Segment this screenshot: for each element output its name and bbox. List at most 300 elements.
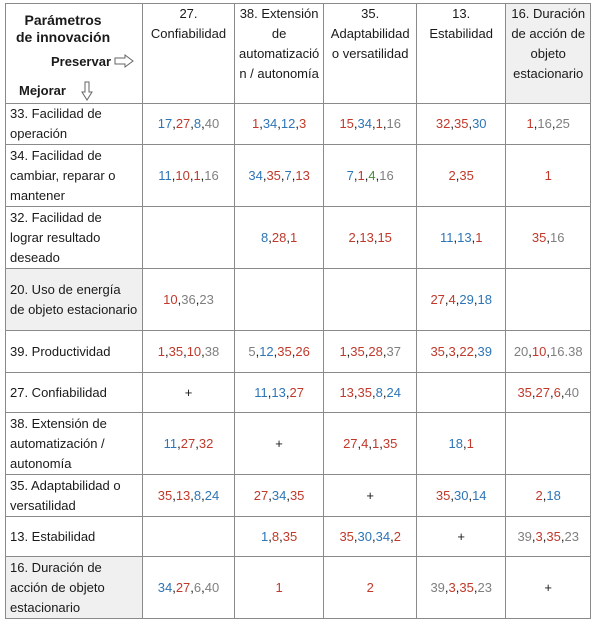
matrix-cell xyxy=(506,104,591,145)
table-row xyxy=(6,373,591,413)
principle-number: 13 xyxy=(175,487,191,503)
separator: , xyxy=(195,435,199,451)
separator: , xyxy=(279,528,283,544)
matrix-cell xyxy=(235,413,324,475)
principle-number: 34 xyxy=(271,487,287,503)
separator: , xyxy=(183,343,187,359)
separator: , xyxy=(473,579,478,595)
separator: , xyxy=(444,579,449,595)
principle-number: 27 xyxy=(289,384,304,400)
principle-number: 1 xyxy=(193,167,201,183)
principle-number: 35 xyxy=(430,343,445,359)
principle-number: 35 xyxy=(453,116,469,131)
separator: , xyxy=(172,487,176,503)
table-row xyxy=(6,413,591,475)
row-header xyxy=(6,269,143,331)
principle-number: 3 xyxy=(448,579,456,595)
principle-number: 13 xyxy=(295,167,310,183)
matrix-title xyxy=(16,12,110,46)
principle-number: 35 xyxy=(531,229,547,245)
matrix-cell xyxy=(235,269,324,331)
separator: , xyxy=(468,487,473,503)
principle-number: 10 xyxy=(186,343,202,359)
separator: , xyxy=(373,229,378,245)
separator: , xyxy=(372,384,376,400)
principle-number: 12 xyxy=(280,116,296,131)
principle-number: 2 xyxy=(393,528,401,544)
principle-number: 35 xyxy=(435,487,451,503)
separator: , xyxy=(546,229,551,245)
matrix-cell xyxy=(417,269,506,331)
row-header-label: 32. Facilidad de lograr resultado deseado xyxy=(10,209,102,265)
matrix-cell xyxy=(143,269,235,331)
principle-number: 35 xyxy=(277,343,292,359)
row-header xyxy=(6,104,143,145)
separator: , xyxy=(195,291,200,307)
row-header-label: 35. Adaptabilidad o versatilidad xyxy=(10,477,121,513)
matrix-cell xyxy=(324,207,417,269)
matrix-cell xyxy=(143,475,235,517)
principle-number: 27 xyxy=(180,435,196,451)
plus-sign: + xyxy=(184,384,193,400)
table-row xyxy=(6,145,591,207)
plus-sign: + xyxy=(544,579,552,595)
matrix-cell xyxy=(235,104,324,145)
principle-number: 32 xyxy=(198,435,214,451)
principle-number: 1 xyxy=(375,116,383,131)
principle-number: 27 xyxy=(430,291,445,307)
separator: , xyxy=(473,291,478,307)
separator: , xyxy=(560,528,565,544)
principle-number: 2 xyxy=(348,229,356,245)
separator: , xyxy=(550,384,554,400)
principle-number: 3 xyxy=(535,528,543,544)
matrix-cell xyxy=(506,475,591,517)
principle-number: 1 xyxy=(157,343,165,359)
principle-number: 8 xyxy=(271,528,280,544)
principle-number: 6 xyxy=(553,384,561,400)
principle-number: 37 xyxy=(386,343,401,359)
table-row xyxy=(6,269,591,331)
principle-number: 6 xyxy=(193,579,202,595)
separator: , xyxy=(190,487,194,503)
row-header-label: 39. Productividad xyxy=(10,343,111,359)
principle-number: 18 xyxy=(448,435,463,451)
principle-number: 23 xyxy=(477,579,492,595)
separator: , xyxy=(542,528,547,544)
matrix-cell xyxy=(417,104,506,145)
separator: , xyxy=(268,229,272,245)
header-row xyxy=(6,4,591,104)
separator: , xyxy=(364,167,369,183)
row-header-label: 38. Extensión de automatización / autonomía xyxy=(10,415,107,471)
principle-number: 1 xyxy=(526,116,534,131)
principle-number: 34 xyxy=(248,167,263,183)
principle-number: 8 xyxy=(193,487,202,503)
separator: , xyxy=(471,229,476,245)
separator: , xyxy=(353,167,358,183)
principle-number: 40 xyxy=(204,579,220,595)
principle-number: 2 xyxy=(535,487,543,503)
separator: , xyxy=(468,116,473,131)
row-header xyxy=(6,475,143,517)
separator: , xyxy=(455,579,460,595)
table-row xyxy=(6,557,591,619)
principle-number: 35 xyxy=(289,487,305,503)
principle-number: 35 xyxy=(350,343,365,359)
separator: , xyxy=(255,343,260,359)
principle-number: 2 xyxy=(448,167,456,183)
principle-number: 20 xyxy=(513,343,529,359)
row-header xyxy=(6,207,143,269)
principle-number: 8 xyxy=(375,384,383,400)
row-header xyxy=(6,517,143,557)
separator: , xyxy=(473,343,478,359)
separator: , xyxy=(346,343,351,359)
matrix-cell xyxy=(235,373,324,413)
matrix-cell xyxy=(143,145,235,207)
separator: , xyxy=(444,291,449,307)
principle-number: 34 xyxy=(375,528,391,544)
principle-number: 11 xyxy=(158,167,172,183)
contradiction-matrix-table xyxy=(5,3,591,619)
matrix-cell xyxy=(324,331,417,373)
row-header-label: 20. Uso de energía de objeto estacionario xyxy=(10,281,138,317)
matrix-cell xyxy=(417,373,506,413)
separator: , xyxy=(450,116,454,131)
principle-number: 1 xyxy=(475,229,483,245)
column-header-label: 16. Duración de acción de objeto estacionario xyxy=(511,6,586,81)
row-header xyxy=(6,145,143,207)
separator: , xyxy=(546,343,551,359)
matrix-cell xyxy=(324,517,417,557)
separator: , xyxy=(355,229,360,245)
principle-number: 38 xyxy=(204,343,220,359)
separator: , xyxy=(353,384,358,400)
principle-number: 26 xyxy=(295,343,310,359)
matrix-cell xyxy=(143,104,235,145)
row-header-label: 34. Facilidad de cambiar, reparar o mantener xyxy=(10,147,116,203)
separator: , xyxy=(201,343,205,359)
separator: , xyxy=(291,167,296,183)
separator: , xyxy=(382,116,387,131)
principle-number: 27 xyxy=(535,384,550,400)
separator: , xyxy=(450,487,454,503)
principle-number: 11 xyxy=(254,384,268,400)
column-header xyxy=(417,4,506,104)
plus-sign: + xyxy=(366,487,374,503)
principle-number: 12 xyxy=(259,343,274,359)
principle-number: 16 xyxy=(379,167,394,183)
principle-number: 1 xyxy=(357,167,365,183)
principle-number: 35 xyxy=(382,435,398,451)
separator: , xyxy=(531,528,536,544)
principle-number: 16 xyxy=(550,229,565,245)
matrix-cell xyxy=(235,207,324,269)
column-header xyxy=(235,4,324,104)
principle-number: 2 xyxy=(366,579,374,595)
principle-number: 32 xyxy=(435,116,451,131)
preservar-label: Preservar xyxy=(51,54,111,69)
principle-number: 22 xyxy=(459,343,474,359)
separator: , xyxy=(357,435,362,451)
matrix-cell xyxy=(417,413,506,475)
separator: , xyxy=(533,116,538,131)
row-header xyxy=(6,331,143,373)
principle-number: 10 xyxy=(175,167,190,183)
principle-number: 35 xyxy=(459,579,474,595)
principle-number: 39 xyxy=(517,528,532,544)
principle-number: 34 xyxy=(262,116,278,131)
separator: , xyxy=(259,116,263,131)
separator: , xyxy=(285,384,290,400)
separator: , xyxy=(201,487,205,503)
separator: , xyxy=(528,343,532,359)
separator: , xyxy=(372,116,376,131)
separator: , xyxy=(280,167,285,183)
matrix-cell xyxy=(417,517,506,557)
principle-number: 35 xyxy=(357,384,372,400)
matrix-cell xyxy=(506,517,591,557)
separator: , xyxy=(382,343,387,359)
matrix-cell xyxy=(324,145,417,207)
matrix-cell xyxy=(324,269,417,331)
principle-number: 14 xyxy=(472,487,487,503)
separator: , xyxy=(190,579,194,595)
principle-number: 8 xyxy=(261,229,269,245)
separator: , xyxy=(273,343,278,359)
row-header-label: 16. Duración de acción de objeto estacionario xyxy=(10,559,105,615)
separator: , xyxy=(463,435,467,451)
principle-number: 35 xyxy=(517,384,532,400)
principle-number: 25 xyxy=(555,116,570,131)
matrix-cell xyxy=(506,557,591,619)
principle-number: 29 xyxy=(459,291,474,307)
principle-number: 16.38 xyxy=(550,343,583,359)
principle-number: 13 xyxy=(457,229,472,245)
principle-number: 16 xyxy=(537,116,552,131)
principle-number: 35 xyxy=(339,528,354,544)
separator: , xyxy=(455,343,460,359)
separator: , xyxy=(295,116,299,131)
corner-cell xyxy=(6,4,143,104)
mejorar-label: Mejorar xyxy=(19,83,66,98)
principle-number: 13 xyxy=(359,229,374,245)
matrix-cell xyxy=(506,145,591,207)
separator: , xyxy=(291,343,296,359)
separator: , xyxy=(164,343,169,359)
principle-number: 24 xyxy=(204,487,220,503)
matrix-cell xyxy=(417,145,506,207)
column-header xyxy=(143,4,235,104)
row-header xyxy=(6,373,143,413)
principle-number: 3 xyxy=(299,116,307,131)
matrix-title-line-1: Parámetros xyxy=(24,12,102,28)
separator: , xyxy=(364,343,369,359)
principle-number: 35 xyxy=(282,528,298,544)
separator: , xyxy=(277,116,281,131)
separator: , xyxy=(455,167,460,183)
matrix-cell xyxy=(417,207,506,269)
matrix-cell xyxy=(324,413,417,475)
matrix-cell xyxy=(417,475,506,517)
column-header-label: 13. Estabilidad xyxy=(429,6,493,41)
principle-number: 16 xyxy=(204,167,219,183)
principle-number: 30 xyxy=(357,528,372,544)
separator: , xyxy=(353,528,358,544)
separator: , xyxy=(268,528,272,544)
principle-number: 7 xyxy=(284,167,292,183)
principle-number: 8 xyxy=(193,116,202,131)
separator: , xyxy=(201,116,205,131)
principle-number: 39 xyxy=(430,579,445,595)
principle-number: 35 xyxy=(546,528,561,544)
separator: , xyxy=(531,384,536,400)
principle-number: 1 xyxy=(339,343,347,359)
principle-number: 23 xyxy=(564,528,579,544)
separator: , xyxy=(171,167,176,183)
principle-number: 27 xyxy=(253,487,269,503)
principle-number: 40 xyxy=(204,116,220,131)
matrix-cell xyxy=(506,269,591,331)
principle-number: 30 xyxy=(472,116,487,131)
separator: , xyxy=(262,167,267,183)
arrow-right-icon xyxy=(114,54,134,68)
row-header-label: 27. Confiabilidad xyxy=(10,384,107,400)
principle-number: 11 xyxy=(439,229,454,245)
principle-number: 35 xyxy=(168,343,184,359)
principle-number: 1 xyxy=(544,167,552,183)
matrix-cell xyxy=(235,517,324,557)
principle-number: 36 xyxy=(181,291,196,307)
separator: , xyxy=(368,435,373,451)
separator: , xyxy=(375,167,380,183)
separator: , xyxy=(455,291,460,307)
matrix-cell xyxy=(417,331,506,373)
matrix-cell xyxy=(506,413,591,475)
separator: , xyxy=(382,384,387,400)
separator: , xyxy=(267,384,272,400)
principle-number: 10 xyxy=(163,291,178,307)
separator: , xyxy=(372,528,376,544)
matrix-cell xyxy=(235,145,324,207)
principle-number: 4 xyxy=(361,435,369,451)
separator: , xyxy=(190,116,194,131)
matrix-cell xyxy=(235,475,324,517)
separator: , xyxy=(172,116,176,131)
table-row xyxy=(6,207,591,269)
principle-number: 27 xyxy=(175,116,191,131)
plus-sign: + xyxy=(275,435,283,451)
principle-number: 1 xyxy=(466,435,474,451)
principle-number: 4 xyxy=(368,167,376,183)
principle-number: 34 xyxy=(157,579,173,595)
table-row xyxy=(6,475,591,517)
principle-number: 3 xyxy=(448,343,456,359)
matrix-cell xyxy=(143,373,235,413)
matrix-cell xyxy=(417,557,506,619)
separator: , xyxy=(286,229,290,245)
matrix-cell xyxy=(324,104,417,145)
plus-sign: + xyxy=(457,528,465,544)
row-header xyxy=(6,413,143,475)
principle-number: 30 xyxy=(453,487,469,503)
separator: , xyxy=(453,229,458,245)
principle-number: 1 xyxy=(289,229,298,245)
separator: , xyxy=(551,116,556,131)
separator: , xyxy=(177,291,182,307)
separator: , xyxy=(379,435,383,451)
principle-number: 11 xyxy=(163,435,178,451)
separator: , xyxy=(353,116,358,131)
separator: , xyxy=(268,487,272,503)
principle-number: 27 xyxy=(343,435,358,451)
matrix-cell xyxy=(506,373,591,413)
table-row xyxy=(6,104,591,145)
separator: , xyxy=(390,528,394,544)
principle-number: 18 xyxy=(477,291,492,307)
principle-number: 35 xyxy=(459,167,474,183)
principle-number: 1 xyxy=(251,116,260,131)
arrow-down-icon xyxy=(81,81,93,101)
separator: , xyxy=(286,487,290,503)
principle-number: 10 xyxy=(531,343,547,359)
row-header xyxy=(6,557,143,619)
column-header xyxy=(506,4,591,104)
principle-number: 13 xyxy=(339,384,354,400)
separator: , xyxy=(542,487,547,503)
principle-number: 18 xyxy=(546,487,561,503)
matrix-cell xyxy=(143,413,235,475)
principle-number: 23 xyxy=(199,291,214,307)
principle-number: 1 xyxy=(372,435,380,451)
table-row xyxy=(6,517,591,557)
separator: , xyxy=(177,435,181,451)
matrix-cell xyxy=(143,331,235,373)
principle-number: 27 xyxy=(175,579,191,595)
principle-number: 17 xyxy=(157,116,173,131)
column-header-label: 35. Adaptabilidad o versatilidad xyxy=(330,6,410,61)
column-header-label: 27. Confiabilidad xyxy=(150,6,227,41)
separator: , xyxy=(189,167,194,183)
separator: , xyxy=(444,343,449,359)
matrix-body xyxy=(6,104,591,619)
column-header-label: 38. Extensión de automatizació n / autonomía xyxy=(239,6,320,81)
matrix-cell xyxy=(324,475,417,517)
separator: , xyxy=(560,384,565,400)
principle-number: 35 xyxy=(157,487,173,503)
principle-number: 15 xyxy=(339,116,354,131)
principle-number: 16 xyxy=(386,116,401,131)
principle-number: 39 xyxy=(477,343,492,359)
principle-number: 1 xyxy=(275,579,283,595)
matrix-cell xyxy=(324,373,417,413)
principle-number: 5 xyxy=(248,343,256,359)
principle-number: 24 xyxy=(386,384,401,400)
matrix-cell xyxy=(506,331,591,373)
table-row xyxy=(6,331,591,373)
matrix-cell xyxy=(143,557,235,619)
principle-number: 13 xyxy=(271,384,286,400)
matrix-cell xyxy=(506,207,591,269)
principle-number: 34 xyxy=(357,116,372,131)
matrix-cell xyxy=(143,207,235,269)
matrix-cell xyxy=(324,557,417,619)
principle-number: 35 xyxy=(266,167,281,183)
principle-number: 1 xyxy=(261,528,269,544)
row-header-label: 13. Estabilidad xyxy=(10,528,96,544)
separator: , xyxy=(172,579,176,595)
